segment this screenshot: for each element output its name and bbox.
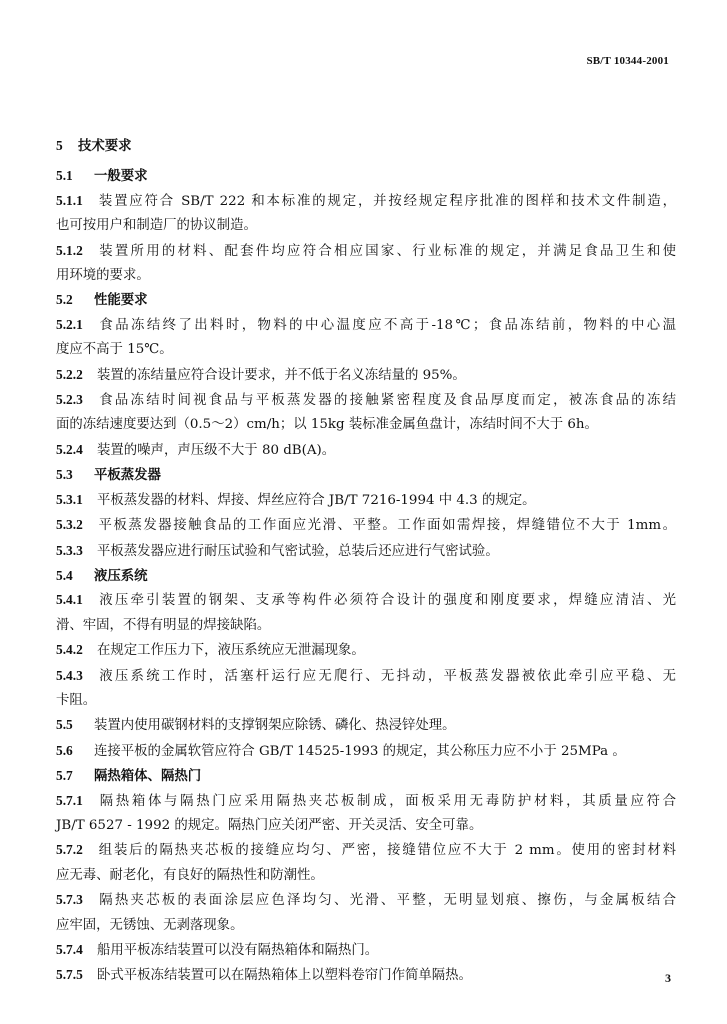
clause-text: 装置的冻结量应符合设计要求，并不低于名义冻结量的 95%。 (97, 367, 466, 383)
clause-number: 5.1 (56, 168, 73, 184)
clause-number: 5.2.4 (56, 441, 83, 457)
clause-continuation-line (56, 338, 676, 362)
subsection-heading (56, 764, 676, 788)
clause-line (56, 239, 676, 264)
clause-number: 5.1.2 (56, 242, 83, 258)
clause-number: 5.3 (56, 467, 73, 483)
clause-number: 5.1.1 (56, 192, 83, 208)
clause-line (56, 488, 676, 513)
clause-text: 应无毒、耐老化，有良好的隔热性和防潮性。 (56, 867, 324, 883)
clause-number: 5.3.3 (56, 542, 83, 558)
clause-continuation-line (56, 614, 676, 638)
clause-text: 装置的噪声，声压级不大于 80 dB(A)。 (97, 442, 336, 458)
clause-line (56, 888, 676, 913)
clause-text: 隔热夹芯板的表面涂层应色泽均匀、光滑、平整，无明显划痕、擦伤，与金属板结合 (97, 893, 676, 909)
clause-line (56, 539, 676, 564)
clause-line (56, 963, 676, 988)
clause-number: 5.4.1 (56, 592, 83, 608)
page-number: 3 (665, 971, 671, 985)
clause-text: 应牢固，无锈蚀、无剥落现象。 (56, 917, 244, 933)
subsection-heading (56, 164, 676, 188)
clause-number: 5.7.4 (56, 942, 83, 957)
clause-line (56, 363, 676, 388)
clause-continuation-line (56, 689, 676, 713)
clause-number: 5.7.2 (56, 842, 83, 858)
section-number: 5 (56, 138, 63, 153)
subsection-heading (56, 463, 676, 487)
clause-continuation-line (56, 214, 676, 238)
clause-line (56, 789, 676, 814)
clause-continuation-line (56, 264, 676, 288)
clause-number: 5.3.2 (56, 517, 83, 533)
clause-number: 5.7.3 (56, 892, 83, 908)
document-code: SB/T 10344-2001 (586, 55, 669, 67)
clause-text: 液压系统工作时，活塞杆运行应无爬行、无抖动，平板蒸发器被依此牵引应平稳、无 (97, 668, 676, 684)
clause-line (56, 438, 676, 463)
clause-number: 5.7 (56, 768, 73, 784)
clause-line (56, 513, 676, 538)
clause-number: 5.3.1 (56, 491, 83, 507)
clause-number: 5.5 (56, 717, 73, 733)
clause-continuation-line (56, 864, 676, 888)
clause-text: JB/T 6527 - 1992 的规定。隔热门应关闭严密、开关灵活、安全可靠。 (56, 817, 483, 833)
clause-text: 用环境的要求。 (56, 268, 150, 284)
section-heading (56, 134, 676, 158)
clause-list (56, 164, 676, 988)
clause-number: 5.4.3 (56, 667, 83, 683)
clause-text: 卡阻。 (56, 692, 97, 708)
clause-line (56, 638, 676, 663)
document-body (56, 134, 676, 989)
clause-number: 5.2.1 (56, 316, 83, 332)
clause-text: 卧式平板冻结装置可以在隔热箱体上以塑料卷帘门作简单隔热。 (97, 968, 472, 984)
clause-line (56, 588, 676, 613)
clause-continuation-line (56, 413, 676, 437)
subsection-heading (56, 288, 676, 312)
clause-line (56, 313, 676, 338)
clause-number: 5.7.1 (56, 792, 83, 808)
clause-line (56, 189, 676, 214)
clause-line (56, 938, 676, 963)
clause-number: 5.2 (56, 292, 73, 308)
clause-line (56, 713, 676, 738)
clause-continuation-line (56, 814, 676, 838)
clause-text: 滑、牢固，不得有明显的焊接缺陷。 (56, 617, 271, 633)
clause-text: 食品冻结终了出料时，物料的中心温度应不高于-18℃；食品冻结前，物料的中心温 (97, 317, 676, 333)
subsection-title: 性能要求 (94, 292, 148, 309)
clause-text: 在规定工作压力下，液压系统应无泄漏现象。 (97, 643, 365, 659)
subsection-title: 隔热箱体、隔热门 (94, 768, 202, 785)
clause-number: 5.4.2 (56, 642, 83, 658)
clause-text: 装置所用的材料、配套件均应符合相应国家、行业标准的规定，并满足食品卫生和使 (97, 243, 676, 259)
clause-line (56, 388, 676, 413)
clause-text: 度应不高于 15℃。 (56, 342, 173, 358)
subsection-title: 一般要求 (94, 168, 148, 185)
clause-text: 隔热箱体与隔热门应采用隔热夹芯板制成，面板采用无毒防护材料，其质量应符合 (97, 793, 676, 809)
subsection-title: 液压系统 (94, 567, 148, 584)
clause-continuation-line (56, 914, 676, 938)
subsection-title: 平板蒸发器 (94, 467, 161, 484)
clause-text: 液压牵引装置的钢架、支承等构件必须符合设计的强度和刚度要求，焊缝应清洁、光 (97, 593, 676, 609)
clause-text: 食品冻结时间视食品与平板蒸发器的接触紧密程度及食品厚度而定，被冻食品的冻结 (97, 393, 676, 409)
clause-text: 装置内使用碳钢材料的支撑钢架应除锈、磷化、热浸锌处理。 (94, 718, 456, 734)
subsection-heading (56, 564, 676, 588)
clause-number: 5.4 (56, 567, 73, 583)
clause-text: 平板蒸发器接触食品的工作面应光滑、平整。工作面如需焊接，焊缝错位不大于 1mm。 (97, 518, 676, 534)
clause-text: 连接平板的金属软管应符合 GB/T 14525-1993 的规定，其公称压力应不小于 25MPa 。 (94, 743, 626, 759)
clause-text: 船用平板冻结装置可以没有隔热箱体和隔热门。 (97, 943, 379, 958)
clause-text: 装置应符合 SB/T 222 和本标准的规定，并按经规定程序批准的图样和技术文件制造， (97, 193, 676, 209)
clause-line (56, 838, 676, 863)
clause-line (56, 664, 676, 689)
section-title: 技术要求 (78, 138, 132, 154)
clause-line (56, 739, 676, 764)
clause-number: 5.7.5 (56, 967, 83, 983)
clause-text: 面的冻结速度要达到（0.5～2）cm/h；以 15kg 装标准金属鱼盘计，冻结时间不大于 6h。 (56, 417, 598, 433)
clause-number: 5.6 (56, 742, 73, 758)
clause-text: 平板蒸发器的材料、焊接、焊丝应符合 JB/T 7216-1994 中 4.3 的规定。 (97, 492, 536, 508)
clause-text: 组装后的隔热夹芯板的接缝应均匀、严密，接缝错位应不大于 2 mm。使用的密封材料 (97, 843, 676, 859)
clause-text: 也可按用户和制造厂的协议制造。 (56, 218, 257, 234)
clause-number: 5.2.3 (56, 392, 83, 408)
clause-number: 5.2.2 (56, 366, 83, 382)
clause-text: 平板蒸发器应进行耐压试验和气密试验，总装后还应进行气密试验。 (97, 543, 499, 559)
